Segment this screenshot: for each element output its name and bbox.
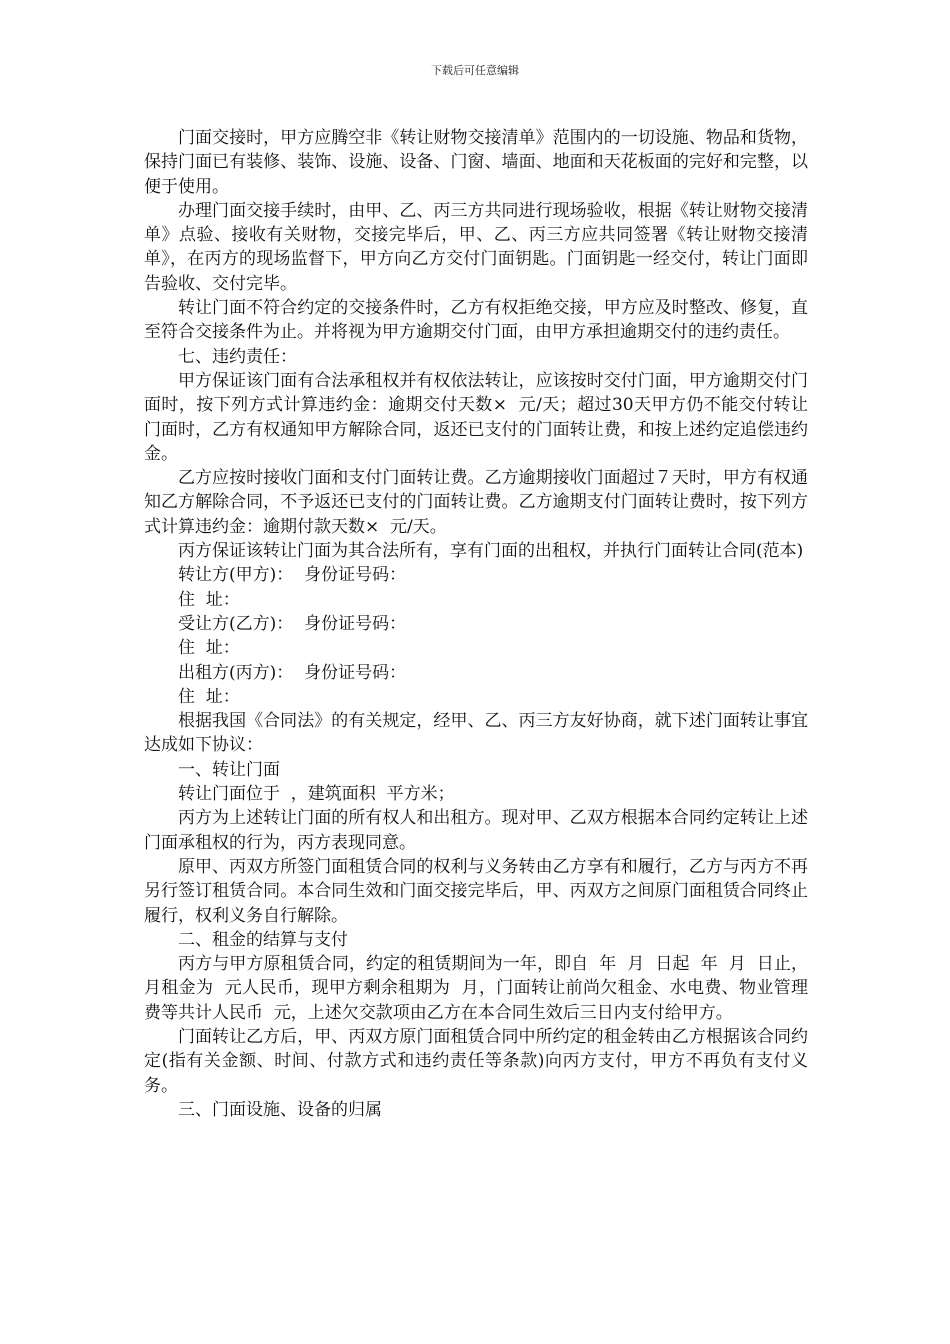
party-a-line: 转让方(甲方)： 身份证号码： xyxy=(178,565,407,586)
paragraph-handover-refusal: 转让门面不符合约定的交接条件时，乙方有权拒绝交接，甲方应及时整改、修复，直至符合交接条件为止。并将视为甲方逾期交付门面，由甲方承担逾期交付的违约责任。 xyxy=(144,298,808,343)
party-b-line: 受让方(乙方)： 身份证号码： xyxy=(178,613,407,634)
paragraph-rent-payment: 门面转让乙方后，甲、丙双方原门面租赁合同中所约定的租金转由乙方根据该合同约定(指有关金额、时间、付款方式和违约责任等条款)向丙方支付，甲方不再负有支付义务。 xyxy=(144,1026,808,1096)
paragraph-owner-consent: 丙方为上述转让门面的所有权人和出租方。现对甲、乙双方根据本合同约定转让上述门面承租权的行为，丙方表现同意。 xyxy=(144,808,808,853)
paragraph-party-a-liability: 甲方保证该门面有合法承租权并有权依法转让，应该按时交付门面，甲方逾期交付门面时，按下列方式计算违约金：逾期交付天数× 元/天；超过30天甲方仍不能交付转让门面时，乙方有权通知甲方解除合同，返还已支付的门面转让费，和按上述约定追偿违约金。 xyxy=(144,370,808,464)
section-heading-facilities: 三、门面设施、设备的归属 xyxy=(178,1099,382,1120)
paragraph-location-area: 转让门面位于 ，建筑面积 平方米； xyxy=(178,784,455,805)
page-header: 下载后可任意编辑 xyxy=(431,64,519,77)
paragraph-rights-transfer: 原甲、丙双方所签门面租赁合同的权利与义务转由乙方享有和履行，乙方与丙方不再另行签订租赁合同。本合同生效和门面交接完毕后，甲、丙双方之间原门面租赁合同终止履行，权利义务自行解除。 xyxy=(144,856,808,926)
paragraph-handover-conditions: 门面交接时，甲方应腾空非《转让财物交接清单》范围内的一切设施、物品和货物，保持门面已有装修、装饰、设施、设备、门窗、墙面、地面和天花板面的完好和完整，以便于使用。 xyxy=(144,128,808,197)
section-heading-liability: 七、违约责任： xyxy=(178,346,297,367)
paragraph-handover-procedure: 办理门面交接手续时，由甲、乙、丙三方共同进行现场验收，根据《转让财物交接清单》点验、接收有关财物，交接完毕后，甲、乙、丙三方应共同签署《转让财物交接清单》，在丙方的现场监督下，甲方向乙方交付门面钥匙。门面钥匙一经交付，转让门面即告验收、交付完毕。 xyxy=(144,200,808,294)
party-b-address: 住 址： xyxy=(178,638,240,659)
party-c-line: 出租方(丙方)： 身份证号码： xyxy=(178,662,407,683)
paragraph-party-b-liability: 乙方应按时接收门面和支付门面转让费。乙方逾期接收门面超过７天时，甲方有权通知乙方解除合同，不予返还已支付的门面转让费。乙方逾期支付门面转让费时，按下列方式计算违约金：逾期付款天数× 元/天。 xyxy=(144,468,808,537)
paragraph-rent-settlement: 丙方与甲方原租赁合同，约定的租赁期间为一年，即自 年 月 日起 年 月 日止，月租金为 元人民币，现甲方剩余租期为 月，门面转让前尚欠租金、水电费、物业管理费等共计人民币 元，上述欠交款项由乙方在本合同生效后三日内支付给甲方。 xyxy=(144,954,808,1023)
party-a-address: 住 址： xyxy=(178,589,240,610)
party-c-address: 住 址： xyxy=(178,686,240,707)
section-heading-rent: 二、租金的结算与支付 xyxy=(178,929,348,950)
paragraph-preamble: 根据我国《合同法》的有关规定，经甲、乙、丙三方友好协商，就下述门面转让事宜达成如下协议： xyxy=(144,711,808,756)
document-body xyxy=(144,126,808,1122)
section-heading-transfer: 一、转让门面 xyxy=(178,759,280,780)
paragraph-party-c-guarantee: 丙方保证该转让门面为其合法所有，享有门面的出租权，并执行门面转让合同(范本) xyxy=(178,541,804,562)
